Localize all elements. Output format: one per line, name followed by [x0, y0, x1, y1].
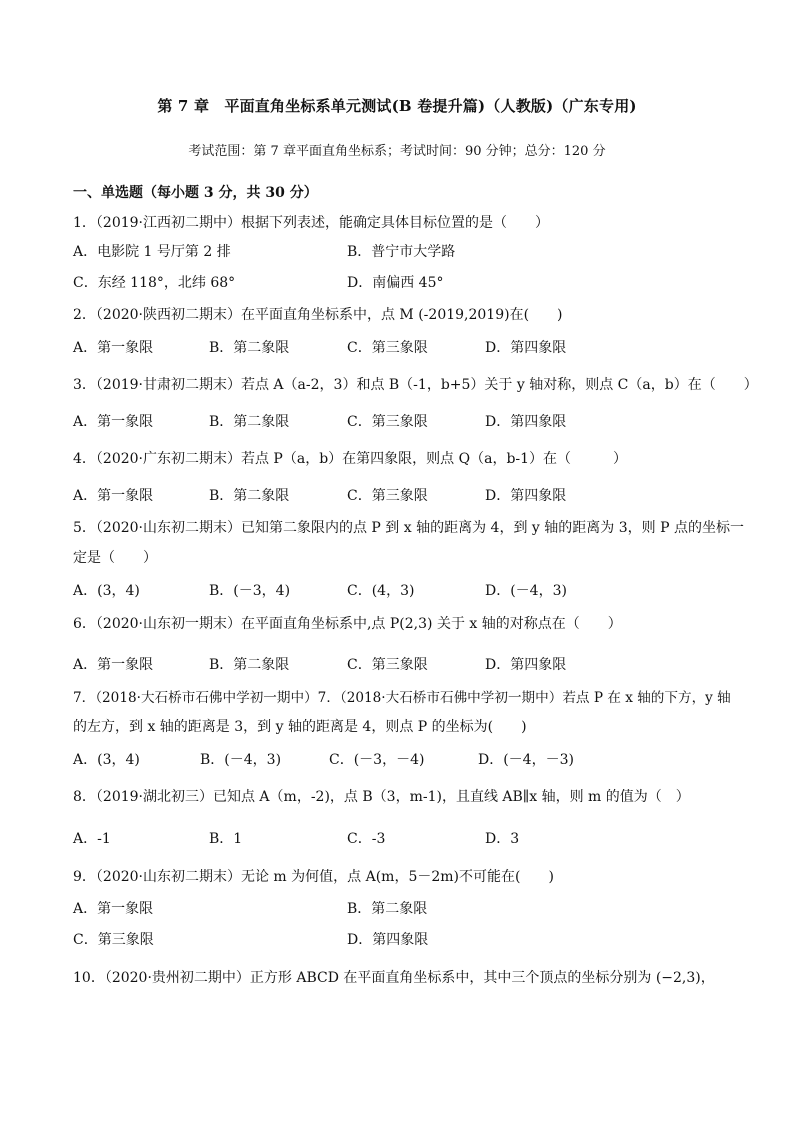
question-1-option-c: C．东经 118°，北纬 68° [73, 275, 236, 291]
page-title: 第 7 章 平面直角坐标系单元测试(B 卷提升篇)（人教版)（广东专用) [157, 97, 637, 115]
question-2-option-a: A．第一象限 [73, 340, 154, 356]
question-3-option-b: B．第二象限 [209, 414, 290, 430]
question-4-option-b: B．第二象限 [209, 488, 290, 504]
question-6-option-d: D．第四象限 [485, 657, 567, 673]
question-6-option-a: A．第一象限 [73, 657, 154, 673]
question-4-option-d: D．第四象限 [485, 488, 567, 504]
question-1-stem: 1．（2019·江西初二期中）根据下列表述，能确定具体目标位置的是（ ） [73, 215, 549, 231]
question-2-option-d: D．第四象限 [485, 340, 567, 356]
exam-info: 考试范围：第 7 章平面直角坐标系；考试时间：90 分钟；总分：120 分 [188, 144, 606, 159]
question-4-option-a: A．第一象限 [73, 488, 154, 504]
question-3-option-c: C．第三象限 [347, 414, 428, 430]
question-8-option-d: D．3 [485, 831, 520, 847]
question-5-option-a: A．(3，4) [73, 583, 140, 599]
question-3-stem: 3．（2019·甘肃初二期末）若点 A（a-2，3）和点 B（-1，b+5）关于 y 轴对称，则点 C（a，b）在（ ） [73, 377, 758, 393]
question-5-option-c: C．(4，3) [347, 583, 415, 599]
section-heading: 一、单选题（每小题 3 分，共 30 分） [73, 185, 318, 201]
question-6-stem: 6．（2020·山东初一期末）在平面直角坐标系中,点 P(2,3) 关于 x 轴的对称点在（ ） [73, 616, 622, 632]
question-2-option-c: C．第三象限 [347, 340, 428, 356]
question-1-option-a: A．电影院 1 号厅第 2 排 [73, 244, 231, 260]
question-8-option-c: C．-3 [347, 831, 386, 847]
question-8-option-b: B．1 [209, 831, 243, 847]
question-7-option-d: D．(－4，－3) [478, 752, 574, 768]
question-8-option-a: A．-1 [73, 831, 111, 847]
question-5-option-d: D．(－4，3) [485, 583, 567, 599]
question-7-option-a: A．(3，4) [73, 752, 140, 768]
question-9-option-d: D．第四象限 [347, 932, 429, 948]
question-5-stem-continued: 定是（ ） [73, 550, 157, 566]
question-1-option-d: D．南偏西 45° [347, 275, 444, 291]
question-3-option-a: A．第一象限 [73, 414, 154, 430]
question-8-stem: 8．（2019·湖北初三）已知点 A（m，-2)，点 B（3，m-1)，且直线 AB∥x 轴，则 m 的值为（ ） [73, 789, 690, 805]
question-2-option-b: B．第二象限 [209, 340, 290, 356]
question-5-stem: 5．（2020·山东初二期末）已知第二象限内的点 P 到 x 轴的距离为 4，到 y 轴的距离为 3，则 P 点的坐标一 [73, 520, 744, 536]
question-4-stem: 4．（2020·广东初二期末）若点 P（a，b）在第四象限，则点 Q（a，b-1）在（ ） [73, 451, 628, 467]
question-9-option-b: B．第二象限 [347, 901, 428, 917]
question-9-option-a: A．第一象限 [73, 901, 154, 917]
question-9-stem: 9．（2020·山东初二期末）无论 m 为何值，点 A(m，5－2m)不可能在( ) [73, 869, 554, 885]
question-9-option-c: C．第三象限 [73, 932, 154, 948]
question-2-stem: 2．（2020·陕西初二期末）在平面直角坐标系中，点 M (-2019,2019)在( ) [73, 307, 563, 323]
question-7-option-b: B．(－4，3) [200, 752, 282, 768]
question-3-option-d: D．第四象限 [485, 414, 567, 430]
question-1-option-b: B．普宁市大学路 [347, 244, 456, 260]
question-10-stem: 10．（2020·贵州初二期中）正方形 ABCD 在平面直角坐标系中，其中三个顶点的坐标分别为 (−2,3)， [73, 970, 715, 986]
question-6-option-c: C．第三象限 [347, 657, 428, 673]
question-6-option-b: B．第二象限 [209, 657, 290, 673]
question-4-option-c: C．第三象限 [347, 488, 428, 504]
question-5-option-b: B．(－3，4) [209, 583, 291, 599]
question-7-option-c: C．(－3，－4) [329, 752, 425, 768]
question-7-stem-continued: 的左方，到 x 轴的距离是 3，到 y 轴的距离是 4，则点 P 的坐标为( ) [73, 719, 527, 735]
question-7-stem: 7．（2018·大石桥市石佛中学初一期中）7．（2018·大石桥市石佛中学初一期中）若点 P 在 x 轴的下方，y 轴 [73, 690, 731, 706]
